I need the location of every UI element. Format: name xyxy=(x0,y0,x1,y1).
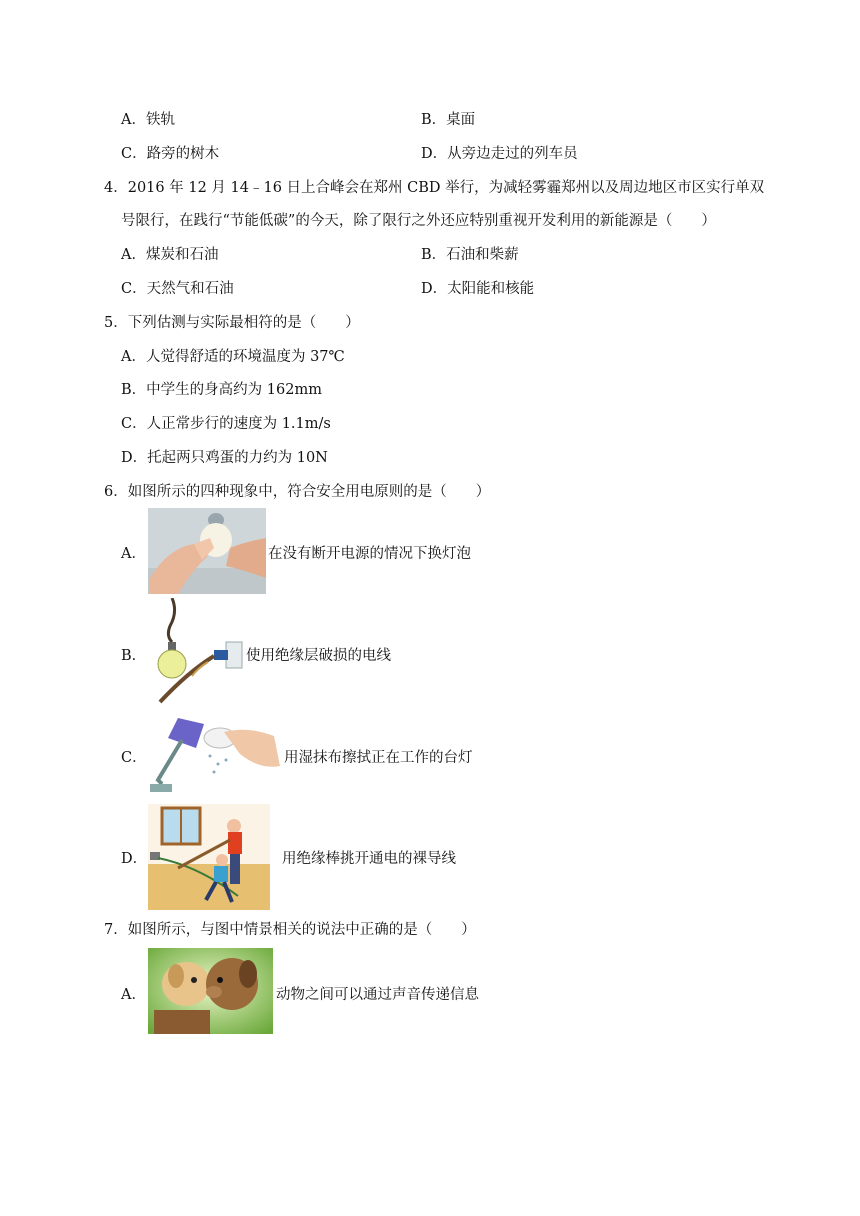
q6-option-a-caption: 在没有断开电源的情况下换灯泡 xyxy=(268,546,471,562)
q6-option-c-image xyxy=(148,710,282,800)
q6-option-b-image xyxy=(148,598,244,706)
q6-option-a-image xyxy=(148,508,266,594)
q6-option-b-letter: B． xyxy=(121,648,147,664)
q6-option-a-letter: A． xyxy=(121,546,146,562)
q7-stem: 7．如图所示，与图中情景相关的说法中正确的是（ ） xyxy=(104,922,476,938)
q6-option-d-caption: 用绝缘棒挑开通电的裸导线 xyxy=(282,851,456,867)
q5-option-b: B．中学生的身高约为 162mm xyxy=(121,382,322,398)
q4-option-c: C．天然气和石油 xyxy=(121,281,234,297)
q7-option-a-letter: A． xyxy=(121,987,146,1003)
q5-option-a: A．人觉得舒适的环境温度为 37℃ xyxy=(121,349,345,365)
q4-option-a: A．煤炭和石油 xyxy=(121,247,219,263)
q7-option-a-image xyxy=(148,948,273,1034)
damaged-wire-bulb-icon xyxy=(148,598,244,706)
hands-changing-bulb-icon xyxy=(148,508,266,594)
q4-option-b: B．石油和柴薪 xyxy=(421,247,519,263)
q4-stem-line2: 号限行，在践行“节能低碳”的今天，除了限行之外还应特别重视开发利用的新能源是（ ） xyxy=(121,213,716,229)
q5-stem: 5．下列估测与实际最相符的是（ ） xyxy=(104,315,360,331)
q7-option-a-caption: 动物之间可以通过声音传递信息 xyxy=(276,987,479,1003)
q4-stem-line1: 4．2016 年 12 月 14﹣16 日上合峰会在郑州 CBD 举行，为减轻雾霾郑州以及周边地区市区实行单双 xyxy=(104,180,765,196)
q3-option-c: C．路旁的树木 xyxy=(121,146,220,162)
q3-option-d: D．从旁边走过的列车员 xyxy=(421,146,578,162)
q6-option-c-letter: C． xyxy=(121,750,147,766)
q5-option-d: D．托起两只鸡蛋的力约为 10N xyxy=(121,450,328,466)
q3-option-a: A．铁轨 xyxy=(121,112,175,128)
q4-option-d: D．太阳能和核能 xyxy=(421,281,535,297)
q6-option-b-caption: 使用绝缘层破损的电线 xyxy=(246,648,391,664)
q6-option-d-image xyxy=(148,804,270,910)
two-puppies-icon xyxy=(148,948,273,1034)
q6-option-c-caption: 用湿抹布擦拭正在工作的台灯 xyxy=(284,750,473,766)
q3-option-b: B．桌面 xyxy=(421,112,476,128)
wet-cloth-lamp-icon xyxy=(148,710,282,800)
q6-option-d-letter: D． xyxy=(121,851,148,867)
insulated-rod-rescue-icon xyxy=(148,804,270,910)
q6-stem: 6．如图所示的四种现象中，符合安全用电原则的是（ ） xyxy=(104,484,491,500)
q5-option-c: C．人正常步行的速度为 1.1m/s xyxy=(121,416,331,432)
